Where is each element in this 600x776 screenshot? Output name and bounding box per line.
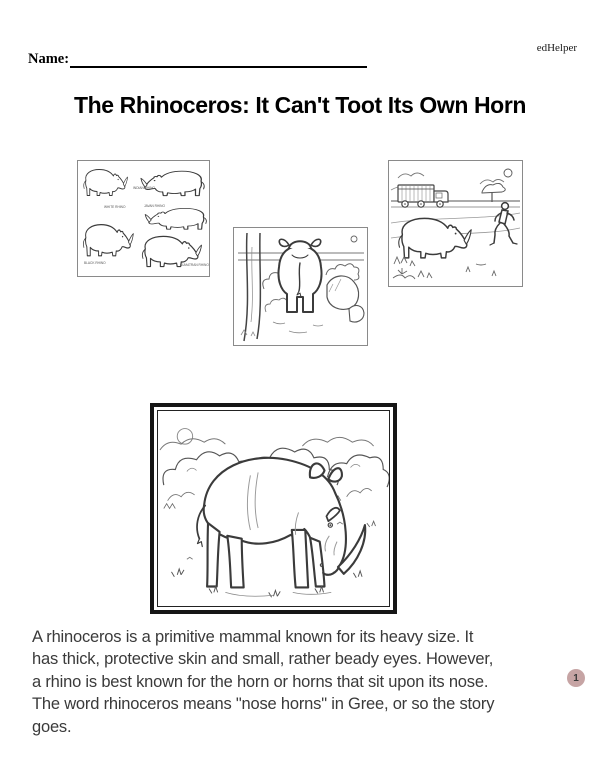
paragraph-line: has thick, protective skin and small, rather beady eyes. However, xyxy=(32,650,494,669)
name-row xyxy=(28,51,572,71)
name-blank-line xyxy=(70,66,367,68)
body-paragraph xyxy=(32,626,592,738)
name-label: Name: xyxy=(28,51,70,67)
page-number-badge: 1 xyxy=(567,669,585,687)
brand-text: edHelper xyxy=(536,42,577,54)
paragraph-line: goes. xyxy=(32,717,72,736)
species-label-white: WHITE RHINO xyxy=(104,205,126,209)
zoo-rhino-illustration xyxy=(233,227,368,346)
species-label-indian: INDIAN RHINO xyxy=(133,186,155,190)
charging-rhino-illustration xyxy=(388,160,523,287)
species-label-sumatran: SUMATRAN RHINO xyxy=(180,263,209,267)
species-label-javan: JAVAN RHINO xyxy=(144,204,165,208)
paragraph-line: A rhinoceros is a primitive mammal known for its heavy size. It xyxy=(32,628,474,646)
paragraph-line: The word rhinoceros means "nose horns" in Gree, or so the story xyxy=(32,695,495,714)
grazing-rhino-framed-illustration xyxy=(150,403,397,614)
paragraph-line: a rhino is best known for the horn or horns that sit upon its nose. xyxy=(32,672,489,691)
species-label-black: BLACK RHINO xyxy=(84,261,106,265)
worksheet-title: The Rhinoceros: It Can't Toot Its Own Horn xyxy=(73,92,527,118)
species-chart-illustration xyxy=(77,160,210,277)
